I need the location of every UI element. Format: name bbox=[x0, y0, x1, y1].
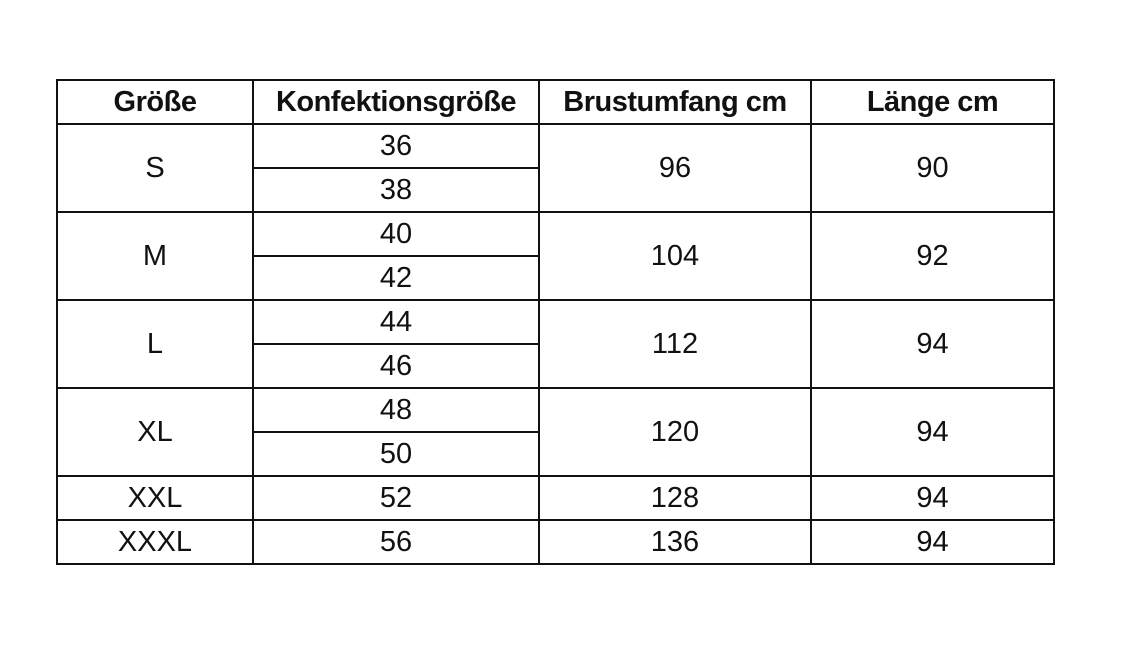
length-cell: 94 bbox=[811, 476, 1054, 520]
table-row bbox=[57, 388, 1054, 432]
confection-cell: 36 bbox=[253, 124, 539, 168]
size-chart-table bbox=[56, 79, 1055, 565]
confection-cell: 42 bbox=[253, 256, 539, 300]
confection-cell: 52 bbox=[253, 476, 539, 520]
chest-cell: 128 bbox=[539, 476, 811, 520]
confection-cell: 40 bbox=[253, 212, 539, 256]
chest-cell: 104 bbox=[539, 212, 811, 300]
header-row bbox=[57, 80, 1054, 124]
size-cell: L bbox=[57, 300, 253, 388]
chest-cell: 96 bbox=[539, 124, 811, 212]
size-cell: XXL bbox=[57, 476, 253, 520]
header-chest: Brustumfang cm bbox=[539, 80, 811, 124]
table-row bbox=[57, 476, 1054, 520]
chest-cell: 136 bbox=[539, 520, 811, 564]
size-cell: XL bbox=[57, 388, 253, 476]
confection-cell: 56 bbox=[253, 520, 539, 564]
length-cell: 90 bbox=[811, 124, 1054, 212]
header-size: Größe bbox=[57, 80, 253, 124]
table-row bbox=[57, 300, 1054, 344]
confection-cell: 50 bbox=[253, 432, 539, 476]
chest-cell: 120 bbox=[539, 388, 811, 476]
confection-cell: 38 bbox=[253, 168, 539, 212]
size-cell: M bbox=[57, 212, 253, 300]
length-cell: 94 bbox=[811, 388, 1054, 476]
chest-cell: 112 bbox=[539, 300, 811, 388]
table-row bbox=[57, 124, 1054, 168]
length-cell: 94 bbox=[811, 520, 1054, 564]
header-length: Länge cm bbox=[811, 80, 1054, 124]
length-cell: 94 bbox=[811, 300, 1054, 388]
table-row bbox=[57, 212, 1054, 256]
size-cell: S bbox=[57, 124, 253, 212]
length-cell: 92 bbox=[811, 212, 1054, 300]
confection-cell: 46 bbox=[253, 344, 539, 388]
table-row bbox=[57, 520, 1054, 564]
size-cell: XXXL bbox=[57, 520, 253, 564]
confection-cell: 44 bbox=[253, 300, 539, 344]
header-confection-size: Konfektionsgröße bbox=[253, 80, 539, 124]
confection-cell: 48 bbox=[253, 388, 539, 432]
